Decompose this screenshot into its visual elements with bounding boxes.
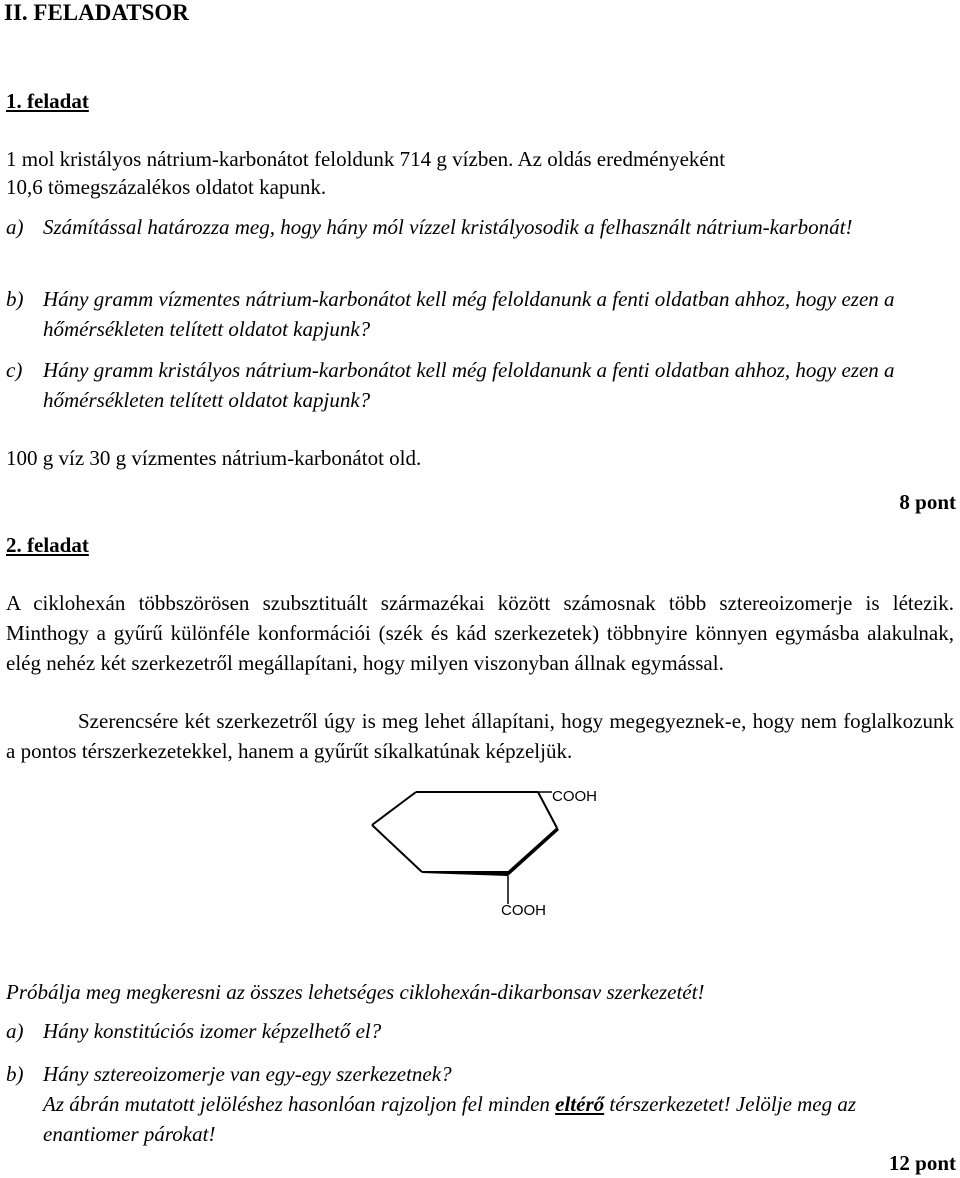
cooh-label-bottom: COOH	[501, 902, 546, 919]
question-a-label: a)	[6, 215, 24, 239]
question-b-label: b)	[6, 287, 24, 311]
question-b-text: Hány gramm vízmentes nátrium-karbonátot kell még feloldanunk a fenti oldatban ahhoz, hogy ezen a hőmérsékleten telített oldatot kapjunk?	[43, 287, 895, 341]
task2-prompt: Próbálja meg megkeresni az összes lehetséges ciklohexán-dikarbonsav szerkezetét!	[6, 980, 705, 1004]
task1-points: 8 pont	[899, 490, 956, 514]
ring-bond	[372, 825, 422, 872]
instruction-text: Az ábrán mutatott jelöléshez hasonlóan rajzoljon fel minden	[43, 1092, 556, 1116]
task2-paragraph1: A ciklohexán többszörösen szubsztituált származékai között számosnak több sztereoizomerje is létezik. Minthogy a gyűrű különféle konformációi (szék és kád szerkezetek) többnyire könnyen egymásba alakulnak, elég nehéz két szerkezetről megállapítani, hogy milyen viszonyban állnak egymással.	[6, 591, 954, 675]
task2-question-a	[6, 1016, 956, 1046]
cooh-label-top: COOH	[552, 788, 597, 805]
task1-question-b	[6, 284, 956, 344]
task2-paragraph2: Szerencsére két szerkezetről úgy is meg lehet állapítani, hogy megegyeznek-e, hogy nem foglalkozunk a pontos térszerkezetekkel, hanem a gyűrűt síkalkatúnak képzeljük.	[6, 709, 954, 763]
question-b-text: Hány sztereoizomerje van egy-egy szerkezetnek?	[43, 1062, 452, 1086]
question-c-label: c)	[6, 358, 23, 382]
question-a-label: a)	[6, 1019, 24, 1043]
question-b-label: b)	[6, 1062, 24, 1086]
emphasis-different: eltérő	[555, 1092, 605, 1116]
task1-heading: 1. feladat	[6, 89, 89, 113]
task2-question-b	[6, 1059, 956, 1149]
task1-intro-line1: 1 mol kristályos nátrium-karbonátot feloldunk 714 g vízben. Az oldás eredményeként	[6, 147, 726, 171]
task1-intro-line2: 10,6 tömegszázalékos oldatot kapunk.	[6, 175, 327, 199]
cyclohexane-diagram	[360, 780, 620, 930]
instruction-text: térszerkezetet! Jelölje meg az enantiomer párokat!	[43, 1092, 857, 1146]
ring-bond	[372, 792, 416, 825]
task1-note: 100 g víz 30 g vízmentes nátrium-karbonátot old.	[6, 446, 422, 470]
task1-question-a	[6, 212, 906, 242]
question-c-text: Hány gramm kristályos nátrium-karbonátot kell még feloldanunk a fenti oldatban ahhoz, hogy ezen a hőmérsékleten telített oldatot kapjunk?	[43, 358, 895, 412]
task2-points: 12 pont	[888, 1151, 956, 1175]
wedge-bond	[422, 871, 508, 876]
section-title: II. FELADATSOR	[4, 0, 189, 25]
task2-heading: 2. feladat	[6, 533, 89, 557]
task1-question-c	[6, 355, 956, 415]
question-b-instruction	[43, 1089, 956, 1149]
wedge-bond	[508, 827, 559, 876]
question-a-text: Hány konstitúciós izomer képzelhető el?	[43, 1019, 382, 1043]
question-a-text: Számítással határozza meg, hogy hány mól vízzel kristályosodik a felhasznált nátrium-karbonát!	[43, 215, 853, 239]
